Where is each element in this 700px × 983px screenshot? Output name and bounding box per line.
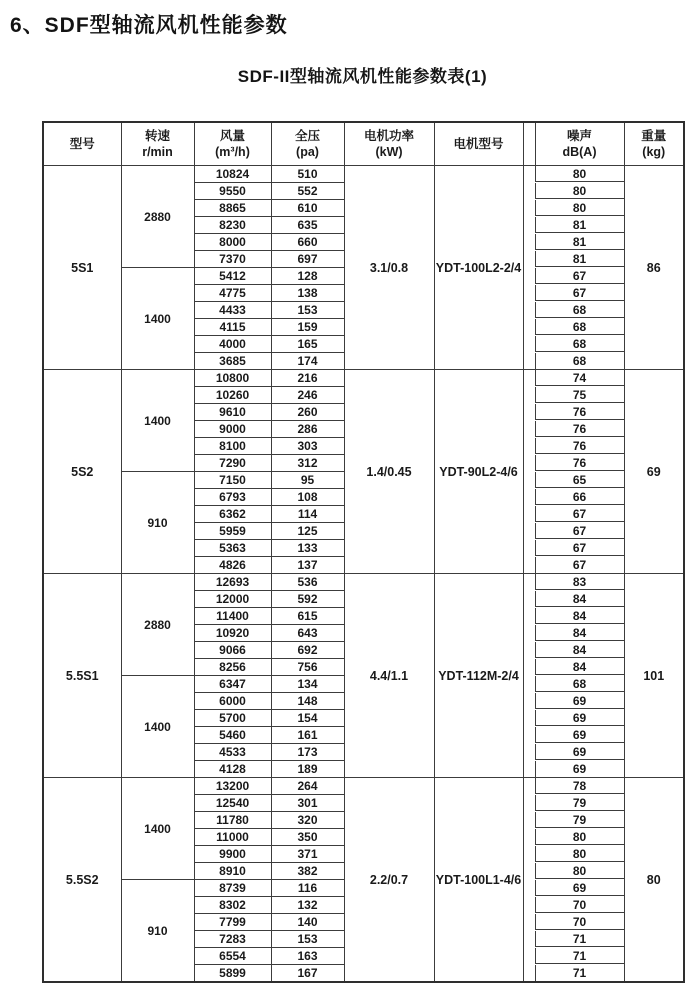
flow-cell: 12000 — [194, 591, 271, 608]
flow-cell: 6347 — [194, 676, 271, 693]
flow-cell: 7150 — [194, 472, 271, 489]
pressure-cell: 536 — [271, 574, 344, 591]
model-cell: 5.5S1 — [43, 574, 121, 778]
pressure-cell: 153 — [271, 302, 344, 319]
col-header-weight: 重量 (kg) — [624, 122, 684, 166]
pressure-cell: 154 — [271, 710, 344, 727]
pressure-cell: 264 — [271, 778, 344, 795]
noise-cell: 84 — [523, 625, 624, 642]
flow-cell: 5363 — [194, 540, 271, 557]
speed-cell: 1400 — [121, 370, 194, 472]
pressure-cell: 692 — [271, 642, 344, 659]
noise-cell: 81 — [523, 251, 624, 268]
power-cell: 2.2/0.7 — [344, 778, 434, 983]
flow-cell: 7799 — [194, 914, 271, 931]
pressure-cell: 320 — [271, 812, 344, 829]
pressure-cell: 216 — [271, 370, 344, 387]
pressure-cell: 140 — [271, 914, 344, 931]
flow-cell: 12540 — [194, 795, 271, 812]
flow-cell: 11780 — [194, 812, 271, 829]
pressure-cell: 165 — [271, 336, 344, 353]
pressure-cell: 510 — [271, 166, 344, 183]
noise-cell: 68 — [523, 336, 624, 353]
pressure-cell: 189 — [271, 761, 344, 778]
pressure-cell: 95 — [271, 472, 344, 489]
flow-cell: 8000 — [194, 234, 271, 251]
noise-cell: 84 — [523, 608, 624, 625]
noise-cell: 81 — [523, 217, 624, 234]
power-cell: 3.1/0.8 — [344, 166, 434, 370]
pressure-cell: 108 — [271, 489, 344, 506]
col-header-flow: 风量 (m³/h) — [194, 122, 271, 166]
noise-cell: 71 — [523, 931, 624, 948]
noise-cell: 76 — [523, 455, 624, 472]
noise-cell: 69 — [523, 744, 624, 761]
header-row — [43, 122, 684, 166]
section-5S1 — [43, 166, 684, 370]
flow-cell: 8100 — [194, 438, 271, 455]
pressure-cell: 756 — [271, 659, 344, 676]
noise-cell: 74 — [523, 370, 624, 387]
noise-cell: 71 — [523, 948, 624, 965]
flow-cell: 8910 — [194, 863, 271, 880]
pressure-cell: 173 — [271, 744, 344, 761]
noise-cell: 80 — [523, 846, 624, 863]
speed-cell: 910 — [121, 472, 194, 574]
noise-cell: 81 — [523, 234, 624, 251]
flow-cell: 7370 — [194, 251, 271, 268]
pressure-cell: 116 — [271, 880, 344, 897]
flow-cell: 7290 — [194, 455, 271, 472]
noise-cell: 69 — [523, 761, 624, 778]
flow-cell: 6554 — [194, 948, 271, 965]
noise-cell: 68 — [523, 302, 624, 319]
noise-cell: 76 — [523, 421, 624, 438]
power-cell: 1.4/0.45 — [344, 370, 434, 574]
motor-cell: YDT-90L2-4/6 — [434, 370, 523, 574]
speed-cell: 1400 — [121, 778, 194, 880]
motor-cell: YDT-100L1-4/6 — [434, 778, 523, 983]
speed-cell: 1400 — [121, 676, 194, 778]
pressure-cell: 159 — [271, 319, 344, 336]
speed-cell: 1400 — [121, 268, 194, 370]
flow-cell: 8256 — [194, 659, 271, 676]
col-header-pressure: 全压 (pa) — [271, 122, 344, 166]
noise-cell: 84 — [523, 642, 624, 659]
pressure-cell: 138 — [271, 285, 344, 302]
noise-cell: 76 — [523, 438, 624, 455]
flow-cell: 6000 — [194, 693, 271, 710]
noise-cell: 71 — [523, 965, 624, 983]
pressure-cell: 350 — [271, 829, 344, 846]
flow-cell: 5412 — [194, 268, 271, 285]
flow-cell: 10800 — [194, 370, 271, 387]
speed-cell: 910 — [121, 880, 194, 983]
flow-cell: 12693 — [194, 574, 271, 591]
speed-cell: 2880 — [121, 166, 194, 268]
pressure-cell: 371 — [271, 846, 344, 863]
col-header-speed: 转速 r/min — [121, 122, 194, 166]
motor-cell: YDT-100L2-2/4 — [434, 166, 523, 370]
noise-cell: 69 — [523, 710, 624, 727]
flow-cell: 10260 — [194, 387, 271, 404]
table-row — [43, 166, 684, 183]
noise-cell: 68 — [523, 676, 624, 693]
pressure-cell: 137 — [271, 557, 344, 574]
noise-cell: 79 — [523, 812, 624, 829]
flow-cell: 11000 — [194, 829, 271, 846]
noise-cell: 67 — [523, 540, 624, 557]
flow-cell: 8865 — [194, 200, 271, 217]
col-header-motor: 电机型号 — [434, 122, 523, 166]
section-5.5S2 — [43, 778, 684, 983]
section-5S2 — [43, 370, 684, 574]
flow-cell: 4115 — [194, 319, 271, 336]
noise-cell: 69 — [523, 693, 624, 710]
noise-cell: 67 — [523, 285, 624, 302]
flow-cell: 8302 — [194, 897, 271, 914]
section-5.5S1 — [43, 574, 684, 778]
noise-cell: 65 — [523, 472, 624, 489]
col-header-power: 电机功率 (kW) — [344, 122, 434, 166]
noise-cell: 70 — [523, 897, 624, 914]
noise-cell: 69 — [523, 880, 624, 897]
noise-cell: 67 — [523, 557, 624, 574]
page-title: 6、SDF型轴流风机性能参数 — [10, 14, 288, 37]
pressure-cell: 643 — [271, 625, 344, 642]
noise-cell: 66 — [523, 489, 624, 506]
pressure-cell: 260 — [271, 404, 344, 421]
flow-cell: 4433 — [194, 302, 271, 319]
pressure-cell: 312 — [271, 455, 344, 472]
weight-cell: 86 — [624, 166, 684, 370]
pressure-cell: 174 — [271, 353, 344, 370]
pressure-cell: 132 — [271, 897, 344, 914]
flow-cell: 5700 — [194, 710, 271, 727]
noise-cell: 79 — [523, 795, 624, 812]
pressure-cell: 163 — [271, 948, 344, 965]
noise-cell: 69 — [523, 727, 624, 744]
pressure-cell: 660 — [271, 234, 344, 251]
noise-cell: 80 — [523, 200, 624, 217]
col-header-model: 型号 — [43, 122, 121, 166]
pressure-cell: 114 — [271, 506, 344, 523]
flow-cell: 4533 — [194, 744, 271, 761]
pressure-cell: 382 — [271, 863, 344, 880]
noise-cell: 80 — [523, 166, 624, 183]
noise-cell: 84 — [523, 591, 624, 608]
pressure-cell: 592 — [271, 591, 344, 608]
flow-cell: 9610 — [194, 404, 271, 421]
pressure-cell: 161 — [271, 727, 344, 744]
flow-cell: 4775 — [194, 285, 271, 302]
noise-cell: 68 — [523, 319, 624, 336]
weight-cell: 101 — [624, 574, 684, 778]
flow-cell: 3685 — [194, 353, 271, 370]
flow-cell: 4000 — [194, 336, 271, 353]
model-cell: 5.5S2 — [43, 778, 121, 983]
pressure-cell: 303 — [271, 438, 344, 455]
pressure-cell: 125 — [271, 523, 344, 540]
pressure-cell: 246 — [271, 387, 344, 404]
pressure-cell: 697 — [271, 251, 344, 268]
noise-cell: 80 — [523, 863, 624, 880]
noise-cell: 78 — [523, 778, 624, 795]
col-header-noise: 噪声 dB(A) — [523, 122, 624, 166]
speed-cell: 2880 — [121, 574, 194, 676]
flow-cell: 8230 — [194, 217, 271, 234]
noise-cell: 76 — [523, 404, 624, 421]
pressure-cell: 133 — [271, 540, 344, 557]
noise-cell: 75 — [523, 387, 624, 404]
pressure-cell: 148 — [271, 693, 344, 710]
flow-cell: 4826 — [194, 557, 271, 574]
flow-cell: 9550 — [194, 183, 271, 200]
noise-cell: 84 — [523, 659, 624, 676]
flow-cell: 7283 — [194, 931, 271, 948]
flow-cell: 4128 — [194, 761, 271, 778]
flow-cell: 13200 — [194, 778, 271, 795]
table-row — [43, 370, 684, 387]
weight-cell: 69 — [624, 370, 684, 574]
pressure-cell: 301 — [271, 795, 344, 812]
pressure-cell: 134 — [271, 676, 344, 693]
flow-cell: 6362 — [194, 506, 271, 523]
model-cell: 5S1 — [43, 166, 121, 370]
pressure-cell: 128 — [271, 268, 344, 285]
pressure-cell: 153 — [271, 931, 344, 948]
motor-cell: YDT-112M-2/4 — [434, 574, 523, 778]
table-title: SDF-II型轴流风机性能参数表(1) — [237, 67, 488, 86]
table-row — [43, 574, 684, 591]
noise-cell: 68 — [523, 353, 624, 370]
noise-cell: 80 — [523, 829, 624, 846]
flow-cell: 9900 — [194, 846, 271, 863]
pressure-cell: 286 — [271, 421, 344, 438]
flow-cell: 10824 — [194, 166, 271, 183]
pressure-cell: 615 — [271, 608, 344, 625]
flow-cell: 5899 — [194, 965, 271, 983]
flow-cell: 5460 — [194, 727, 271, 744]
table-row — [43, 778, 684, 795]
pressure-cell: 167 — [271, 965, 344, 983]
noise-cell: 67 — [523, 523, 624, 540]
power-cell: 4.4/1.1 — [344, 574, 434, 778]
flow-cell: 5959 — [194, 523, 271, 540]
performance-table — [42, 121, 685, 983]
pressure-cell: 610 — [271, 200, 344, 217]
noise-cell: 67 — [523, 506, 624, 523]
noise-cell: 70 — [523, 914, 624, 931]
noise-cell: 80 — [523, 183, 624, 200]
flow-cell: 11400 — [194, 608, 271, 625]
weight-cell: 80 — [624, 778, 684, 983]
flow-cell: 9066 — [194, 642, 271, 659]
pressure-cell: 635 — [271, 217, 344, 234]
flow-cell: 9000 — [194, 421, 271, 438]
pressure-cell: 552 — [271, 183, 344, 200]
flow-cell: 8739 — [194, 880, 271, 897]
noise-cell: 67 — [523, 268, 624, 285]
noise-cell: 83 — [523, 574, 624, 591]
flow-cell: 6793 — [194, 489, 271, 506]
flow-cell: 10920 — [194, 625, 271, 642]
model-cell: 5S2 — [43, 370, 121, 574]
